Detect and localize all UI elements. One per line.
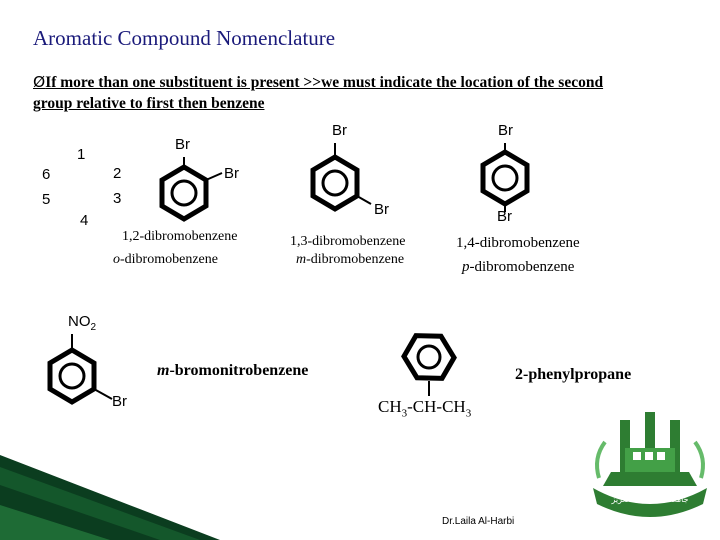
mol1-name: 1,2-dibromobenzene [122, 229, 238, 244]
mol4-substituent-1 [68, 313, 96, 333]
mol2-substituent-2: Br [374, 201, 389, 218]
position-label-2: 2 [113, 165, 122, 182]
mol2-prefix: m [296, 252, 307, 267]
mol1-common-rest: -dibromobenzene [120, 252, 218, 267]
benzene-ring-para [483, 143, 527, 212]
mol2-common-name [296, 252, 404, 268]
mol1-substituent-2: Br [224, 165, 239, 182]
mol3-common-name [462, 259, 574, 276]
mol2-name: 1,3-dibromobenzene [290, 234, 406, 249]
mol4-name [157, 362, 308, 380]
mol4-name-rest: -bromonitrobenzene [169, 362, 309, 379]
benzene-ring-meta [313, 143, 371, 209]
position-label-5: 5 [42, 191, 51, 208]
mol2-common-rest: -dibromobenzene [306, 252, 405, 267]
page-title: Aromatic Compound Nomenclature [33, 26, 336, 50]
mol5-ch: CH [378, 397, 402, 416]
position-label-1: 1 [77, 146, 86, 163]
mol3-common-rest: -dibromobenzene [469, 259, 575, 275]
position-label-6: 6 [42, 166, 51, 183]
mol4-prefix: m [157, 362, 170, 379]
mol3-prefix: p [462, 259, 470, 275]
author-credit: Dr.Laila Al-Harbi [442, 516, 515, 527]
university-logo-icon [585, 408, 715, 520]
mol3-substituent-1: Br [498, 122, 513, 139]
mol1-prefix: o [113, 252, 120, 267]
mol4-no: NO [68, 313, 91, 330]
mol5-sub1: 3 [401, 407, 408, 420]
logo-arabic-text: جامعة الملك عبد العزيز [611, 495, 689, 504]
corner-decoration [0, 455, 220, 540]
mol4-substituent-2: Br [112, 393, 127, 410]
mol4-no-subscript: 2 [90, 322, 97, 333]
bullet-line-1: If more than one substituent is present >>we must indicate the location of the second [45, 74, 604, 91]
benzene-ring-phenyl [398, 325, 460, 396]
mol3-substituent-2: Br [497, 208, 512, 225]
position-label-4: 4 [80, 212, 89, 229]
mol1-substituent-1: Br [175, 136, 190, 153]
benzene-ring-ortho [162, 157, 222, 219]
mol2-substituent-1: Br [332, 122, 347, 139]
mol5-name: 2-phenylpropane [515, 366, 632, 383]
mol3-name: 1,4-dibromobenzene [456, 235, 580, 251]
mol1-common-name [113, 252, 218, 268]
position-label-3: 3 [113, 190, 122, 207]
bullet-line-2: group relative to first then benzene [33, 95, 265, 112]
benzene-ring-bromonitro [50, 334, 112, 402]
arrow-bullet-icon: Ø [33, 73, 46, 91]
mol5-sub2: 3 [465, 407, 472, 420]
mol5-chain: -CH-CH [407, 397, 466, 416]
mol5-formula [378, 397, 471, 419]
